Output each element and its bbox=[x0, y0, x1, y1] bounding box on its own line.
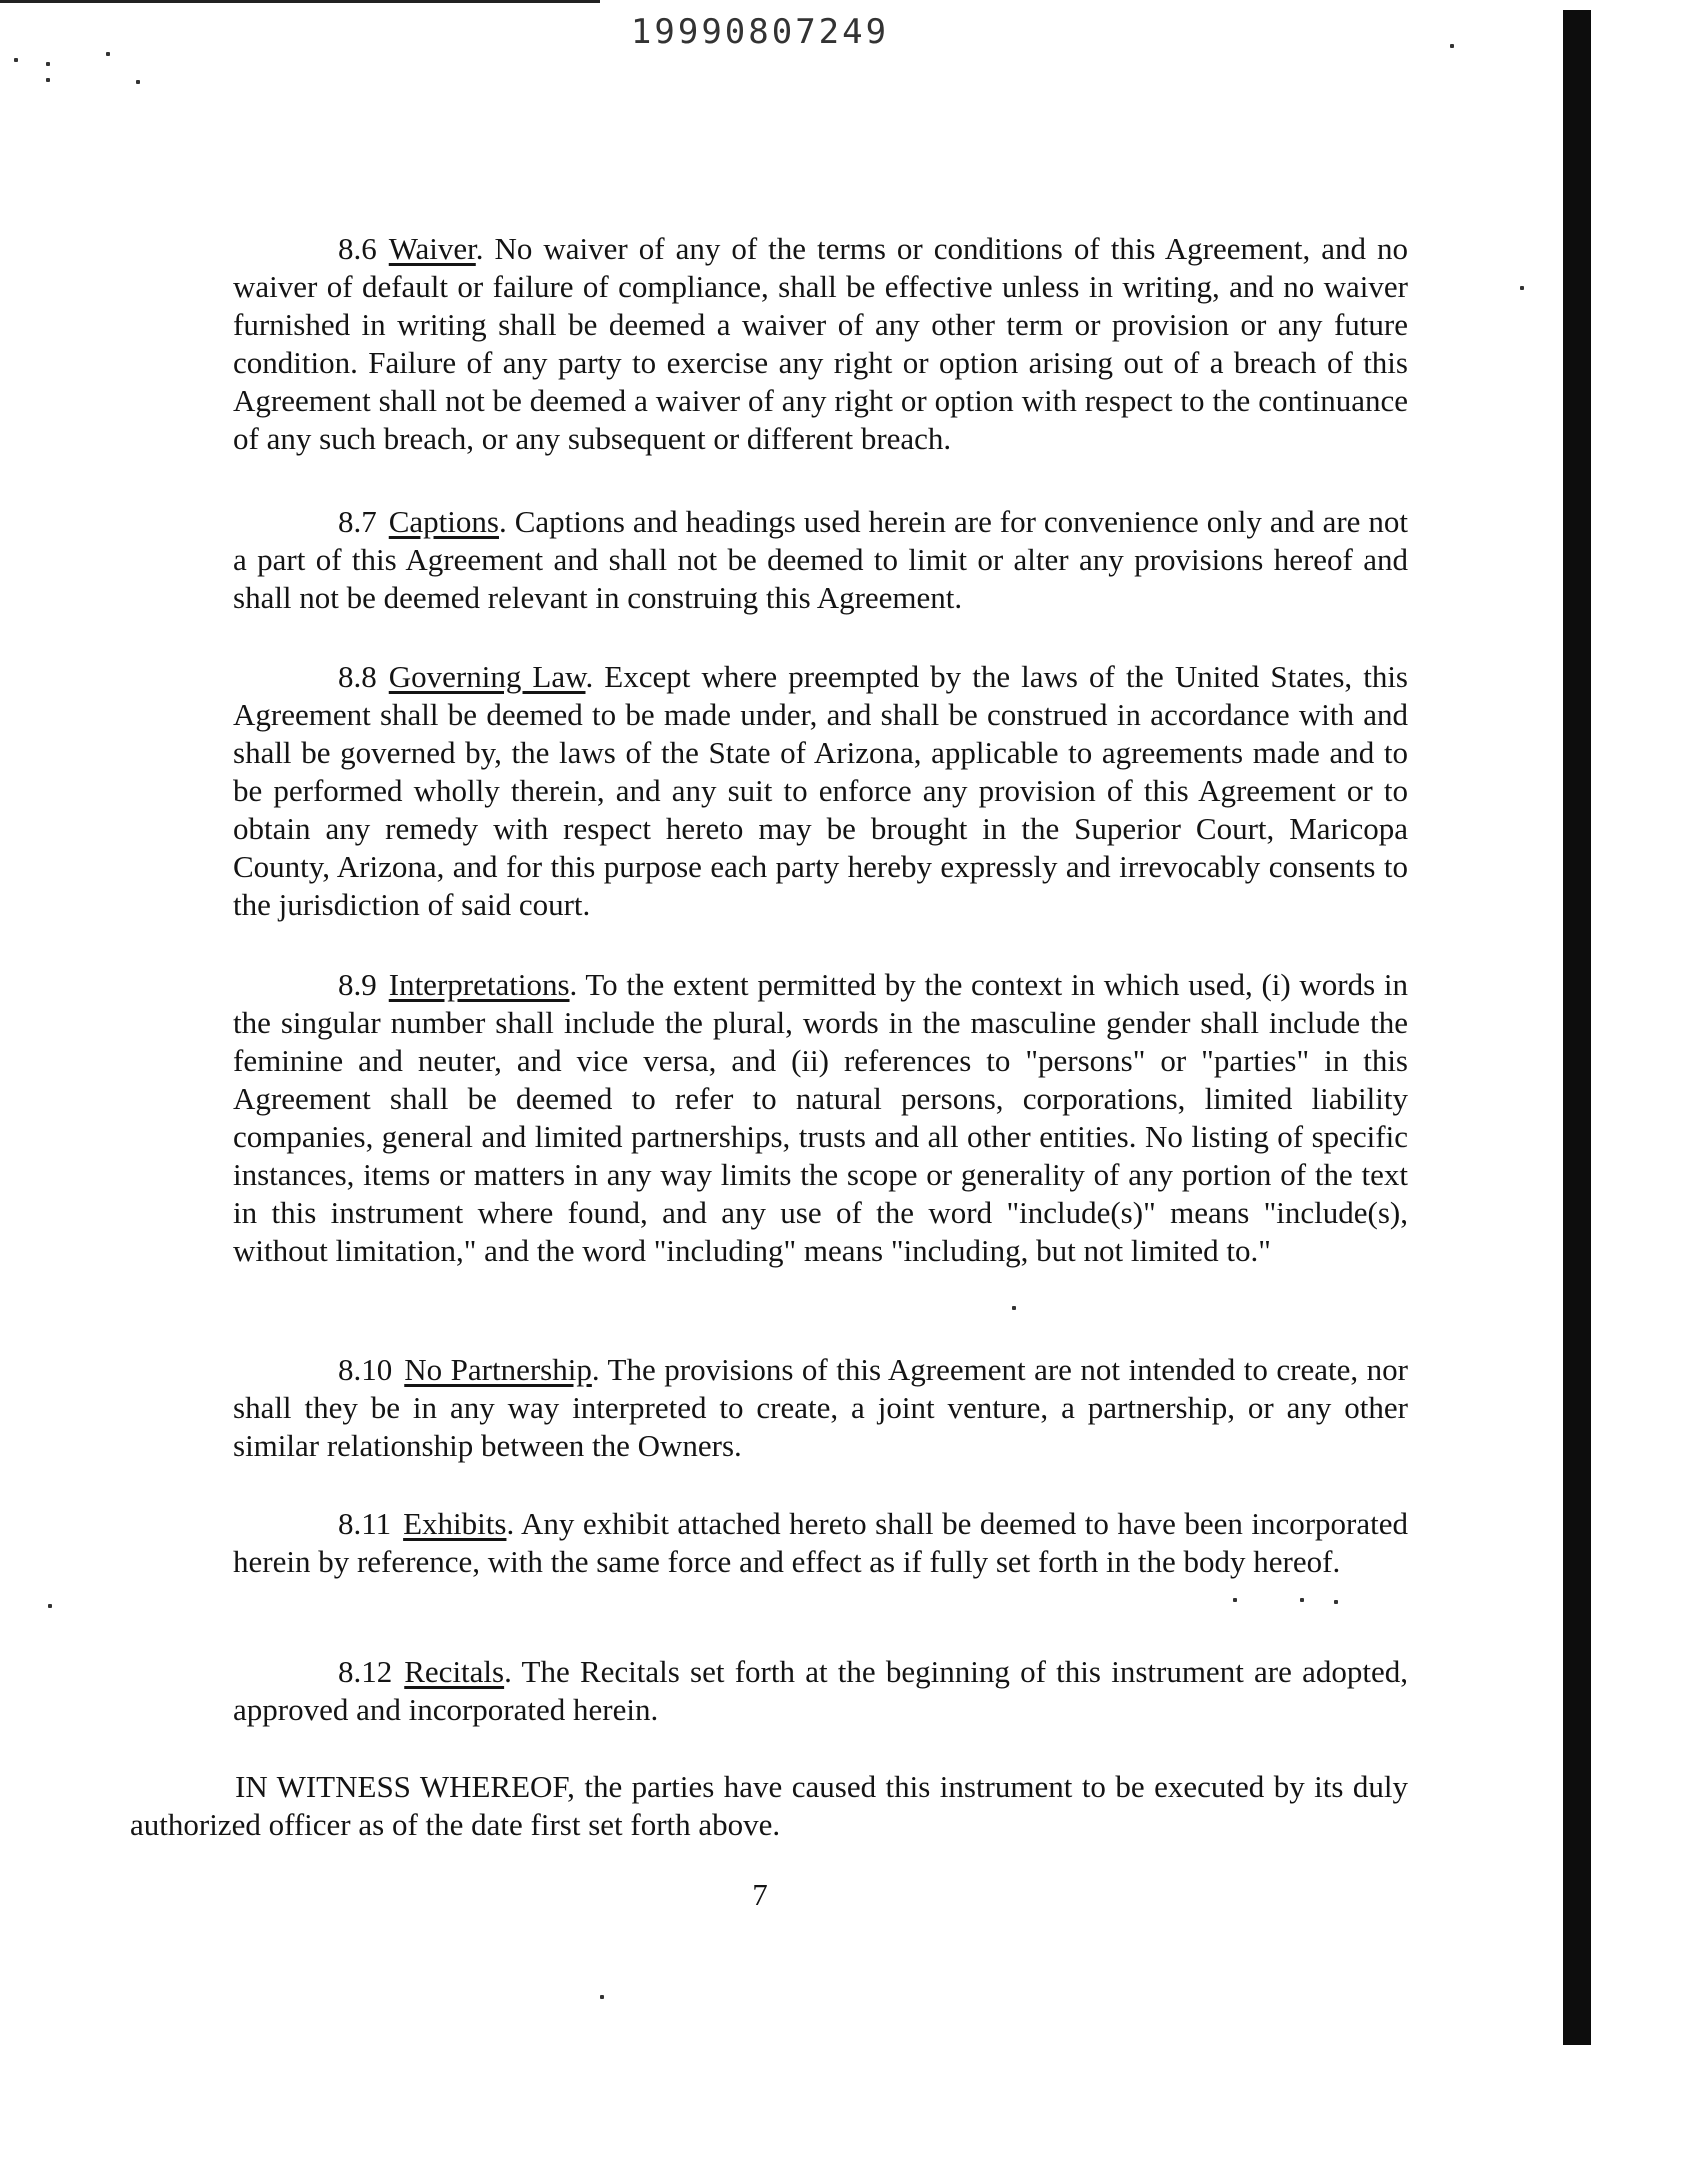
section-8-11 bbox=[233, 1505, 1408, 1581]
scan-speck bbox=[106, 52, 110, 56]
section-text: . The Recitals set forth at the beginning of this instrument are adopted, approved and incorporated herein. bbox=[233, 1654, 1408, 1727]
section-text: . No waiver of any of the terms or conditions of this Agreement, and no waiver of default or failure of compliance, shall be effective unless in writing, and no waiver furnished in writing shall be deemed a waiver of any other term or provision or any future condition. Failure of any party to exercise any right or option arising out of a breach of this Agreement shall not be deemed a waiver of any right or option with respect to the continuance of any such breach, or any subsequent or different breach. bbox=[233, 231, 1408, 456]
section-caption: Recitals bbox=[404, 1654, 505, 1689]
section-number: 8.9 bbox=[338, 967, 377, 1002]
scan-speck bbox=[1012, 1306, 1016, 1310]
scan-edge-bar bbox=[1563, 10, 1591, 2045]
document-number: 19990807249 bbox=[630, 12, 890, 52]
section-8-6 bbox=[233, 230, 1408, 458]
scan-speck bbox=[1334, 1600, 1338, 1604]
scan-speck bbox=[1233, 1598, 1237, 1602]
section-number: 8.7 bbox=[338, 504, 377, 539]
section-caption: Interpretations bbox=[388, 967, 570, 1002]
scan-speck bbox=[1300, 1598, 1304, 1602]
section-8-8 bbox=[233, 658, 1408, 924]
scan-top-rule bbox=[0, 0, 600, 3]
page-number: 7 bbox=[752, 1877, 768, 1912]
witness-text: IN WITNESS WHEREOF, the parties have caused this instrument to be executed by its duly authorized officer as of the date first set forth above. bbox=[130, 1769, 1408, 1842]
section-caption: Exhibits bbox=[403, 1506, 507, 1541]
section-caption: Governing Law bbox=[388, 659, 586, 694]
section-8-7 bbox=[233, 503, 1408, 617]
section-number: 8.6 bbox=[338, 231, 377, 266]
scan-speck bbox=[600, 1995, 604, 1999]
section-text: . Any exhibit attached hereto shall be deemed to have been incorporated herein by reference, with the same force and effect as if fully set forth in the body hereof. bbox=[233, 1506, 1408, 1579]
scan-speck bbox=[48, 1604, 52, 1608]
scan-speck bbox=[136, 80, 140, 84]
scan-speck bbox=[1520, 286, 1524, 290]
witness-clause bbox=[130, 1768, 1408, 1844]
section-caption: Captions bbox=[388, 504, 499, 539]
section-text: . Captions and headings used herein are for convenience only and are not a part of this Agreement and shall not be deemed to limit or alter any provisions hereof and shall not be deemed relevant in construing this Agreement. bbox=[233, 504, 1408, 615]
section-number: 8.12 bbox=[338, 1654, 393, 1689]
section-text: . To the extent permitted by the context in which used, (i) words in the singular number shall include the plural, words in the masculine gender shall include the feminine and neuter, and vice versa, and (ii) references to "persons" or "parties" in this Agreement shall be deemed to refer to natural persons, corporations, limited liability companies, general and limited partnerships, trusts and all other entities. No listing of specific instances, items or matters in any way limits the scope or generality of any portion of the text in this instrument where found, and any use of the word "include(s)" means "include(s), without limitation," and the word "including" means "including, but not limited to." bbox=[233, 967, 1408, 1268]
section-text: . Except where preempted by the laws of the United States, this Agreement shall be deemed to be made under, and shall be construed in accordance with and shall be governed by, the laws of the State of Arizona, applicable to agreements made and to be performed wholly therein, and any suit to enforce any provision of this Agreement or to obtain any remedy with respect hereto may be brought in the Superior Court, Maricopa County, Arizona, and for this purpose each party hereby expressly and irrevocably consents to the jurisdiction of said court. bbox=[233, 659, 1408, 922]
section-text: . The provisions of this Agreement are not intended to create, nor shall they be in any way interpreted to create, a joint venture, a partnership, or any other similar relationship between the Owners. bbox=[233, 1352, 1408, 1463]
section-number: 8.11 bbox=[338, 1506, 392, 1541]
section-8-12 bbox=[233, 1653, 1408, 1729]
scan-speck bbox=[14, 58, 18, 62]
section-number: 8.8 bbox=[338, 659, 377, 694]
scan-speck bbox=[46, 78, 50, 82]
section-caption: No Partnership bbox=[404, 1352, 592, 1387]
section-8-9 bbox=[233, 966, 1408, 1270]
scan-speck bbox=[46, 62, 50, 66]
section-caption: Waiver bbox=[388, 231, 476, 266]
section-number: 8.10 bbox=[338, 1352, 393, 1387]
section-8-10 bbox=[233, 1351, 1408, 1465]
